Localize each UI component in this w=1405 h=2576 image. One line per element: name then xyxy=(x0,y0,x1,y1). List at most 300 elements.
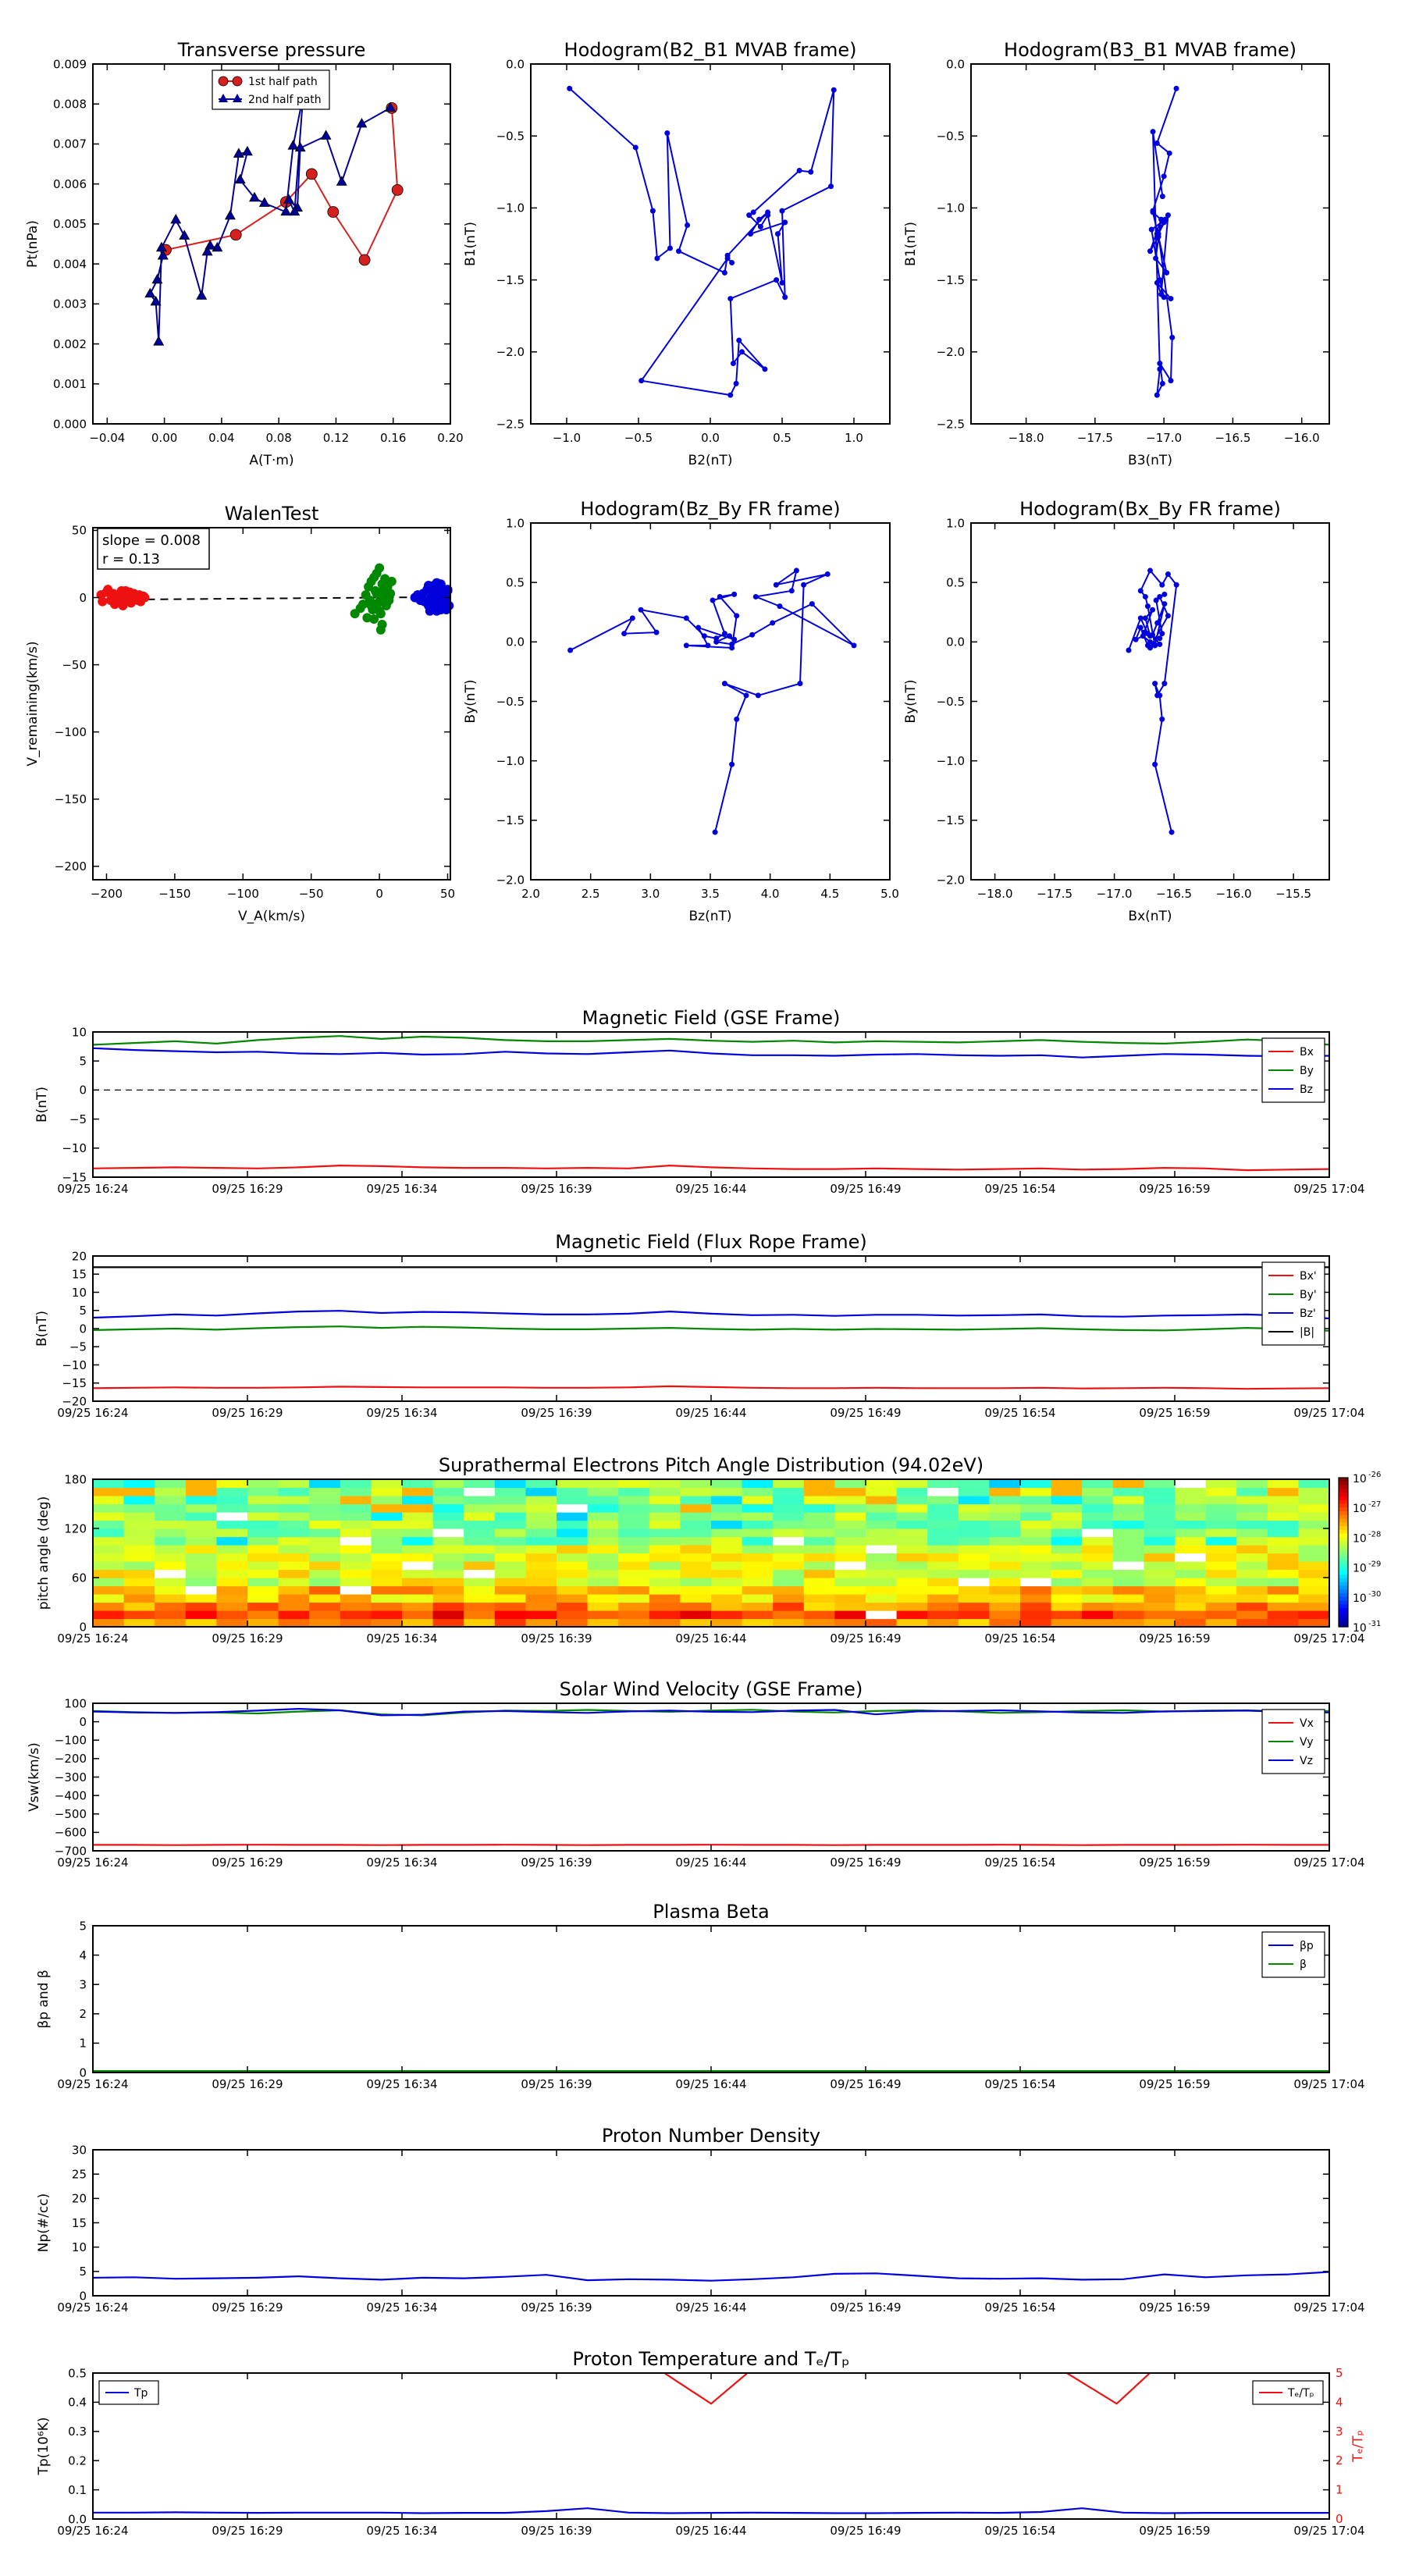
y2-tick-label: 3 xyxy=(1336,2424,1343,2439)
heatmap-cell xyxy=(371,1545,402,1553)
heatmap-cell xyxy=(804,1537,835,1546)
heatmap-cell xyxy=(124,1528,155,1537)
panel-pad xyxy=(36,1454,1381,1646)
heatmap-cell xyxy=(1020,1488,1051,1496)
heatmap-cell xyxy=(1206,1578,1237,1586)
heatmap-cell xyxy=(1298,1553,1329,1562)
x-tick-label: 09/25 16:44 xyxy=(675,1182,747,1196)
colorbar-step xyxy=(1339,1507,1348,1511)
heatmap-cell xyxy=(371,1479,402,1488)
heatmap-cell xyxy=(649,1479,681,1488)
heatmap-cell xyxy=(959,1610,990,1619)
heatmap-cell xyxy=(402,1594,433,1603)
x-tick-label: 4.5 xyxy=(820,887,840,901)
heatmap-cell xyxy=(897,1553,928,1562)
heatmap-cell xyxy=(959,1553,990,1562)
heatmap-cell xyxy=(216,1496,247,1504)
heatmap-cell xyxy=(1144,1594,1175,1603)
heatmap-cell xyxy=(773,1528,804,1537)
data-point xyxy=(1147,248,1153,254)
heatmap-cell xyxy=(711,1578,742,1586)
heatmap-cell xyxy=(773,1619,804,1628)
heatmap-cell xyxy=(279,1496,310,1504)
heatmap-cell xyxy=(1268,1504,1299,1513)
heatmap-cell xyxy=(1236,1619,1268,1628)
heatmap-cell xyxy=(495,1488,526,1496)
heatmap-cell xyxy=(588,1521,619,1529)
heatmap-cell xyxy=(1113,1594,1144,1603)
heatmap-cell xyxy=(649,1610,681,1619)
heatmap-cell xyxy=(618,1488,649,1496)
colorbar-step xyxy=(1339,1515,1348,1519)
y-axis-label: By(nT) xyxy=(463,679,478,724)
x-tick-label: 09/25 16:39 xyxy=(521,2300,592,2314)
heatmap-cell xyxy=(371,1488,402,1496)
heatmap-cell xyxy=(1051,1528,1083,1537)
heatmap-cell xyxy=(711,1479,742,1488)
heatmap-cell xyxy=(649,1488,681,1496)
heatmap-cell xyxy=(464,1488,495,1496)
heatmap-cell xyxy=(124,1619,155,1628)
heatmap-cell xyxy=(1051,1619,1083,1628)
heatmap-cell xyxy=(1051,1496,1083,1504)
data-point xyxy=(685,222,690,228)
heatmap-cell xyxy=(618,1578,649,1586)
y-tick-label: 0.003 xyxy=(53,297,87,311)
x-tick-label: 09/25 16:34 xyxy=(366,1631,438,1646)
heatmap-cell xyxy=(371,1610,402,1619)
legend xyxy=(99,2381,158,2404)
heatmap-cell xyxy=(618,1537,649,1546)
x-tick-label: 0.5 xyxy=(773,431,791,445)
heatmap-cell xyxy=(1144,1488,1175,1496)
heatmap-cell xyxy=(618,1479,649,1488)
heatmap-cell xyxy=(495,1545,526,1553)
colorbar-tick-exponent: -29 xyxy=(1368,1560,1382,1569)
heatmap-cell xyxy=(1206,1537,1237,1546)
x-tick-label: 09/25 16:34 xyxy=(366,1856,438,1870)
heatmap-cell xyxy=(1298,1504,1329,1513)
heatmap-cell xyxy=(340,1496,372,1504)
heatmap-cells xyxy=(93,1479,1330,1628)
legend-label: By xyxy=(1300,1065,1314,1077)
heatmap-cell xyxy=(588,1496,619,1504)
heatmap-cell xyxy=(186,1496,217,1504)
heatmap-cell xyxy=(464,1586,495,1595)
heatmap-cell xyxy=(1175,1479,1206,1488)
heatmap-cell xyxy=(557,1545,588,1553)
data-point xyxy=(734,717,739,722)
data-point xyxy=(753,594,759,600)
heatmap-cell xyxy=(588,1578,619,1586)
y-tick-label: 5 xyxy=(79,1304,87,1318)
heatmap-cell xyxy=(649,1570,681,1578)
data-point xyxy=(380,574,389,583)
data-point xyxy=(710,598,716,603)
y-tick-label: 0.007 xyxy=(53,137,87,151)
data-point xyxy=(1151,129,1156,134)
heatmap-cell xyxy=(1206,1528,1237,1537)
y-tick-label: 0.5 xyxy=(68,2366,87,2381)
y-tick-label: −2.0 xyxy=(936,873,965,888)
heatmap-cell xyxy=(186,1521,217,1529)
heatmap-cell xyxy=(742,1594,774,1603)
x-tick-label: 09/25 16:39 xyxy=(521,1856,592,1870)
legend-label: βp xyxy=(1300,1940,1314,1952)
heatmap-cell xyxy=(1268,1594,1299,1603)
heatmap-cell xyxy=(155,1528,186,1537)
data-point xyxy=(722,631,727,636)
heatmap-cell xyxy=(1020,1512,1051,1521)
heatmap-cell xyxy=(309,1603,340,1611)
heatmap-cell xyxy=(1020,1578,1051,1586)
colorbar-step xyxy=(1339,1608,1348,1612)
heatmap-cell xyxy=(340,1561,372,1570)
heatmap-cell xyxy=(279,1521,310,1529)
heatmap-cell xyxy=(834,1594,866,1603)
data-point xyxy=(654,630,660,635)
heatmap-cell xyxy=(402,1570,433,1578)
x-tick-label: 09/25 17:04 xyxy=(1293,2300,1365,2314)
heatmap-cell xyxy=(402,1603,433,1611)
heatmap-cell xyxy=(742,1496,774,1504)
heatmap-cell xyxy=(1051,1504,1083,1513)
x-tick-label: 09/25 16:29 xyxy=(212,1182,283,1196)
heatmap-cell xyxy=(989,1619,1020,1628)
heatmap-cell xyxy=(464,1528,495,1537)
x-tick-label: 09/25 16:34 xyxy=(366,2300,438,2314)
data-point xyxy=(1157,366,1162,372)
y-tick-label: −200 xyxy=(54,1752,87,1767)
heatmap-cell xyxy=(618,1594,649,1603)
y-tick-label: 0.3 xyxy=(68,2425,87,2439)
heatmap-cell xyxy=(402,1479,433,1488)
data-point xyxy=(794,568,799,573)
heatmap-cell xyxy=(557,1488,588,1496)
heatmap-cell xyxy=(897,1603,928,1611)
x-tick-label: 09/25 16:39 xyxy=(521,2077,592,2091)
heatmap-cell xyxy=(402,1610,433,1619)
heatmap-cell xyxy=(989,1578,1020,1586)
heatmap-cell xyxy=(1051,1521,1083,1529)
heatmap-cell xyxy=(834,1537,866,1546)
heatmap-cell xyxy=(1020,1545,1051,1553)
heatmap-cell xyxy=(1020,1479,1051,1488)
heatmap-cell xyxy=(186,1479,217,1488)
heatmap-cell xyxy=(124,1496,155,1504)
data-point xyxy=(1165,212,1171,218)
data-point xyxy=(774,582,779,588)
heatmap-cell xyxy=(371,1504,402,1513)
heatmap-cell xyxy=(464,1504,495,1513)
heatmap-cell xyxy=(186,1594,217,1603)
heatmap-cell xyxy=(93,1537,124,1546)
x-tick-label: 09/25 16:24 xyxy=(57,1856,129,1870)
heatmap-cell xyxy=(216,1488,247,1496)
heatmap-cell xyxy=(1236,1521,1268,1529)
y-tick-label: 20 xyxy=(71,2191,87,2206)
heatmap-cell xyxy=(557,1496,588,1504)
heatmap-cell xyxy=(897,1561,928,1570)
heatmap-cell xyxy=(525,1619,557,1628)
data-point xyxy=(1157,692,1162,698)
heatmap-cell xyxy=(155,1553,186,1562)
heatmap-cell xyxy=(1082,1586,1113,1595)
heatmap-cell xyxy=(680,1488,711,1496)
data-point xyxy=(789,588,795,593)
heatmap-cell xyxy=(927,1488,959,1496)
colorbar-tick-label: 10 xyxy=(1353,1532,1367,1546)
heatmap-cell xyxy=(124,1570,155,1578)
data-point xyxy=(383,597,393,607)
heatmap-cell xyxy=(1268,1528,1299,1537)
heatmap-cell xyxy=(1020,1496,1051,1504)
heatmap-cell xyxy=(340,1610,372,1619)
heatmap-cell xyxy=(1175,1570,1206,1578)
colorbar-step xyxy=(1339,1578,1348,1582)
heatmap-cell xyxy=(93,1521,124,1529)
heatmap-cell xyxy=(804,1553,835,1562)
heatmap-cell xyxy=(247,1586,279,1595)
heatmap-cell xyxy=(897,1610,928,1619)
heatmap-cell xyxy=(742,1545,774,1553)
heatmap-cell xyxy=(495,1479,526,1488)
heatmap-cell xyxy=(1113,1537,1144,1546)
heatmap-cell xyxy=(834,1586,866,1595)
x-tick-label: 09/25 16:44 xyxy=(675,2524,747,2538)
heatmap-cell xyxy=(773,1496,804,1504)
y-tick-label: 0.002 xyxy=(53,336,87,351)
x-tick-label: 50 xyxy=(439,887,456,901)
data-point xyxy=(722,681,727,686)
heatmap-cell xyxy=(464,1594,495,1603)
heatmap-cell xyxy=(1020,1619,1051,1628)
colorbar-step xyxy=(1339,1604,1348,1608)
chart-title: Solar Wind Velocity (GSE Frame) xyxy=(559,1678,863,1700)
heatmap-cell xyxy=(525,1512,557,1521)
heatmap-cell xyxy=(742,1528,774,1537)
heatmap-cell xyxy=(371,1561,402,1570)
heatmap-cell xyxy=(216,1504,247,1513)
data-point xyxy=(1168,378,1173,383)
y-tick-label: 0.0 xyxy=(946,57,965,72)
heatmap-cell xyxy=(1051,1512,1083,1521)
y2-tick-label: 1 xyxy=(1336,2482,1343,2497)
heatmap-cell xyxy=(1236,1594,1268,1603)
heatmap-cell xyxy=(279,1603,310,1611)
heatmap-cell xyxy=(1206,1586,1237,1595)
chart-title: WalenTest xyxy=(224,503,319,525)
heatmap-cell xyxy=(711,1545,742,1553)
heatmap-cell xyxy=(927,1521,959,1529)
heatmap-cell xyxy=(464,1537,495,1546)
heatmap-cell xyxy=(371,1619,402,1628)
heatmap-cell xyxy=(525,1545,557,1553)
heatmap-cell xyxy=(866,1504,897,1513)
heatmap-cell xyxy=(186,1488,217,1496)
heatmap-cell xyxy=(1236,1545,1268,1553)
heatmap-cell xyxy=(309,1545,340,1553)
y-tick-label: −2.0 xyxy=(496,873,525,888)
heatmap-cell xyxy=(1298,1537,1329,1546)
x-tick-label: 09/25 16:29 xyxy=(212,2524,283,2538)
data-point xyxy=(306,169,317,180)
heatmap-cell xyxy=(866,1545,897,1553)
heatmap-cell xyxy=(340,1594,372,1603)
heatmap-cell xyxy=(186,1545,217,1553)
data-point xyxy=(1152,642,1158,648)
heatmap-cell xyxy=(247,1512,279,1521)
y-tick-label: −2.0 xyxy=(496,345,525,360)
heatmap-cell xyxy=(1298,1561,1329,1570)
colorbar-tick-exponent: -31 xyxy=(1368,1620,1382,1628)
heatmap-cell xyxy=(834,1521,866,1529)
legend-label: 2nd half path xyxy=(248,94,322,106)
colorbar-step xyxy=(1339,1564,1348,1567)
data-point xyxy=(1174,86,1179,91)
heatmap-cell xyxy=(93,1561,124,1570)
data-point xyxy=(1147,568,1153,573)
heatmap-cell xyxy=(834,1545,866,1553)
heatmap-cell xyxy=(371,1528,402,1537)
data-point xyxy=(808,169,813,175)
x-tick-label: 2.0 xyxy=(521,887,540,901)
heatmap-cell xyxy=(588,1545,619,1553)
x-tick-label: 09/25 16:24 xyxy=(57,2524,129,2538)
y-axis-label: Tp(10⁶K) xyxy=(36,2417,52,2475)
heatmap-cell xyxy=(557,1504,588,1513)
heatmap-cell xyxy=(1298,1512,1329,1521)
heatmap-cell xyxy=(309,1578,340,1586)
data-point xyxy=(376,609,386,618)
heatmap-cell xyxy=(309,1488,340,1496)
heatmap-cell xyxy=(588,1594,619,1603)
heatmap-cell xyxy=(433,1603,464,1611)
legend-label: Vz xyxy=(1300,1755,1313,1767)
heatmap-cell xyxy=(495,1521,526,1529)
heatmap-cell xyxy=(340,1504,372,1513)
heatmap-cell xyxy=(1051,1537,1083,1546)
heatmap-cell xyxy=(309,1512,340,1521)
data-point xyxy=(684,615,689,621)
heatmap-cell xyxy=(1236,1488,1268,1496)
heatmap-cell xyxy=(649,1521,681,1529)
data-point xyxy=(729,762,735,767)
data-point xyxy=(1150,607,1155,613)
data-point xyxy=(739,349,745,354)
heatmap-cell xyxy=(927,1594,959,1603)
data-point xyxy=(825,571,831,577)
heatmap-cell xyxy=(1298,1570,1329,1578)
heatmap-cell xyxy=(989,1594,1020,1603)
colorbar-step xyxy=(1339,1574,1348,1578)
heatmap-cell xyxy=(1020,1528,1051,1537)
heatmap-cell xyxy=(1298,1528,1329,1537)
data-point xyxy=(809,601,815,607)
x-tick-label: 09/25 16:44 xyxy=(675,1406,747,1420)
heatmap-cell xyxy=(464,1521,495,1529)
heatmap-cell xyxy=(680,1586,711,1595)
data-point xyxy=(230,229,241,240)
heatmap-cell xyxy=(433,1610,464,1619)
y-tick-label: 0.1 xyxy=(68,2482,87,2497)
heatmap-cell xyxy=(680,1504,711,1513)
heatmap-cell xyxy=(1175,1553,1206,1562)
colorbar-tick-exponent: -28 xyxy=(1368,1530,1382,1539)
heatmap-cell xyxy=(742,1537,774,1546)
data-point xyxy=(722,270,727,276)
data-point xyxy=(436,605,446,614)
y-tick-label: 0.008 xyxy=(53,97,87,112)
data-point xyxy=(123,589,133,598)
heatmap-cell xyxy=(649,1553,681,1562)
y-tick-label: −1.0 xyxy=(496,753,525,768)
x-tick-label: 09/25 16:29 xyxy=(212,1406,283,1420)
heatmap-cell xyxy=(1236,1537,1268,1546)
heatmap-cell xyxy=(433,1570,464,1578)
heatmap-cell xyxy=(618,1512,649,1521)
colorbar-step xyxy=(1339,1616,1348,1620)
heatmap-cell xyxy=(773,1561,804,1570)
y2-tick-label: 5 xyxy=(1336,2366,1343,2380)
heatmap-cell xyxy=(1082,1512,1113,1521)
heatmap-cell xyxy=(1268,1512,1299,1521)
heatmap-cell xyxy=(433,1561,464,1570)
heatmap-cell xyxy=(804,1570,835,1578)
x-tick-label: 09/25 16:54 xyxy=(984,2077,1056,2091)
x-tick-label: −17.5 xyxy=(1037,887,1073,901)
heatmap-cell xyxy=(309,1479,340,1488)
chart-title: Proton Temperature and Tₑ/Tₚ xyxy=(572,2348,850,2370)
x-tick-label: 0.16 xyxy=(380,431,407,445)
data-point xyxy=(1152,681,1158,686)
data-point xyxy=(1157,635,1162,641)
heatmap-cell xyxy=(216,1553,247,1562)
y-axis-label: B(nT) xyxy=(34,1310,50,1347)
heatmap-cell xyxy=(588,1512,619,1521)
heatmap-cell xyxy=(402,1561,433,1570)
y-tick-label: 0.004 xyxy=(53,257,87,272)
heatmap-cell xyxy=(93,1512,124,1521)
data-point xyxy=(1145,603,1151,609)
data-point xyxy=(831,87,837,93)
heatmap-cell xyxy=(897,1496,928,1504)
heatmap-cell xyxy=(649,1603,681,1611)
x-tick-label: 09/25 17:04 xyxy=(1293,1182,1365,1196)
colorbar-step xyxy=(1339,1503,1348,1507)
heatmap-cell xyxy=(959,1586,990,1595)
data-point xyxy=(375,564,384,573)
data-point xyxy=(775,231,781,237)
heatmap-cell xyxy=(649,1594,681,1603)
x-tick-label: −15.5 xyxy=(1275,887,1312,901)
chart-title: Proton Number Density xyxy=(601,2125,821,2147)
y-tick-label: 0.000 xyxy=(53,417,87,432)
heatmap-cell xyxy=(402,1496,433,1504)
heatmap-cell xyxy=(402,1528,433,1537)
data-point xyxy=(1160,381,1165,386)
heatmap-cell xyxy=(989,1479,1020,1488)
heatmap-cell xyxy=(897,1578,928,1586)
heatmap-cell xyxy=(155,1479,186,1488)
heatmap-cell xyxy=(93,1488,124,1496)
heatmap-cell xyxy=(680,1528,711,1537)
heatmap-cell xyxy=(371,1537,402,1546)
heatmap-cell xyxy=(897,1619,928,1628)
heatmap-cell xyxy=(1298,1578,1329,1586)
y-tick-label: −10 xyxy=(62,1141,87,1156)
heatmap-cell xyxy=(464,1570,495,1578)
